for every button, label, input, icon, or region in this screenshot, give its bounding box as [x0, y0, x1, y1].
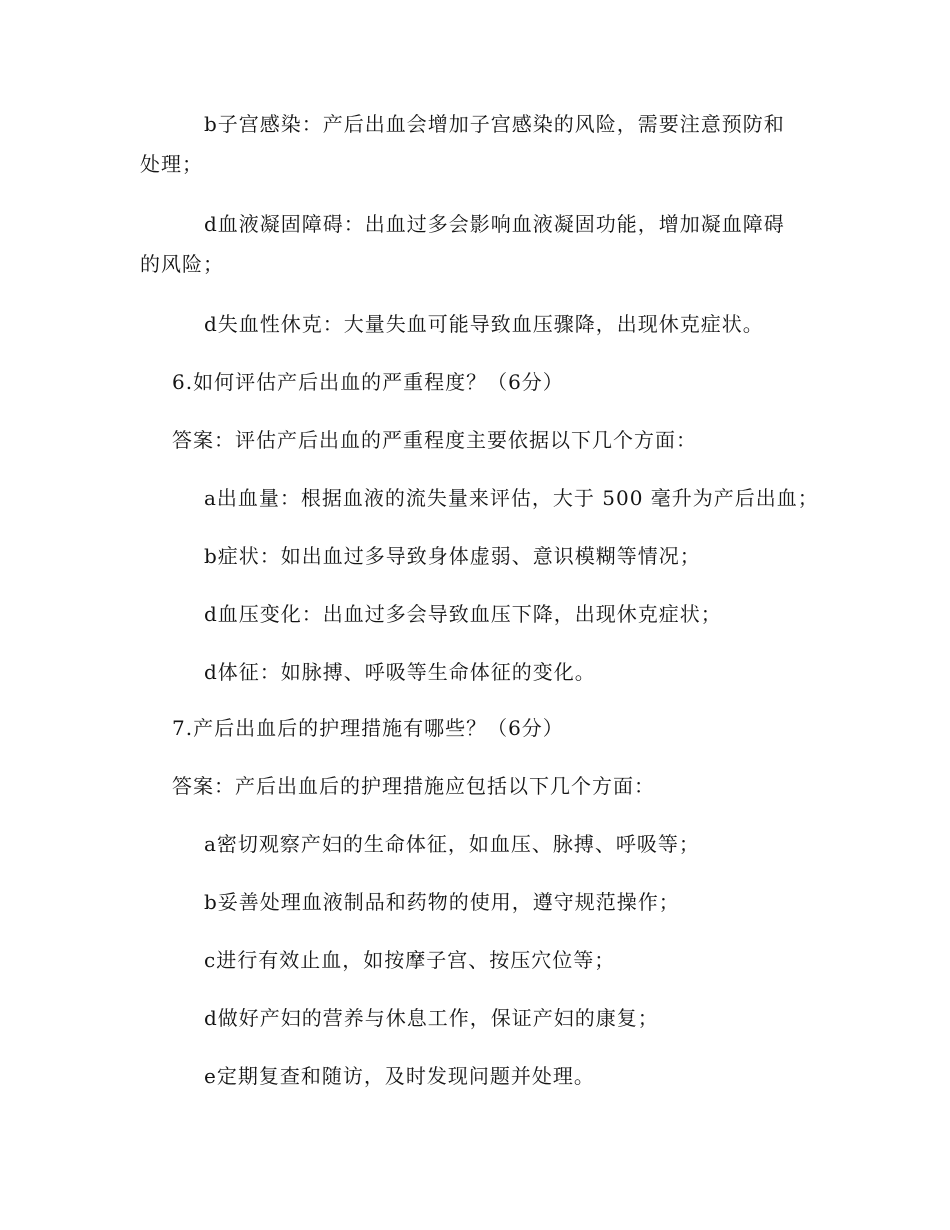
list-item: d体征：如脉搏、呼吸等生命体征的变化。	[204, 660, 596, 684]
paragraph-line: 的风险；	[140, 252, 224, 276]
list-item: a密切观察产妇的生命体征，如血压、脉搏、呼吸等；	[204, 832, 700, 856]
question-heading: 6.如何评估产后出血的严重程度？（6分）	[172, 370, 564, 394]
list-item: c进行有效止血，如按摩子宫、按压穴位等；	[204, 948, 616, 972]
paragraph-line: 处理；	[140, 152, 203, 176]
list-item: e定期复查和随访，及时发现问题并处理。	[204, 1064, 595, 1088]
list-item: a出血量：根据血液的流失量来评估，大于 500 毫升为产后出血；	[204, 486, 819, 510]
answer-intro: 答案：评估产后出血的严重程度主要依据以下几个方面：	[172, 428, 697, 452]
paragraph-line: b子宫感染：产后出血会增加子宫感染的风险，需要注意预防和	[204, 112, 785, 136]
answer-intro: 答案：产后出血后的护理措施应包括以下几个方面：	[172, 774, 655, 798]
list-item: b妥善处理血液制品和药物的使用，遵守规范操作；	[204, 890, 680, 914]
paragraph-line: d血液凝固障碍：出血过多会影响血液凝固功能，增加凝血障碍	[204, 212, 785, 236]
list-item: b症状：如出血过多导致身体虚弱、意识模糊等情况；	[204, 544, 701, 568]
paragraph-line: d失血性休克：大量失血可能导致血压骤降，出现休克症状。	[204, 312, 764, 336]
question-heading: 7.产后出血后的护理措施有哪些？（6分）	[172, 716, 564, 740]
list-item: d血压变化：出血过多会导致血压下降，出现休克症状；	[204, 602, 722, 626]
list-item: d做好产妇的营养与休息工作，保证产妇的康复；	[204, 1006, 659, 1030]
